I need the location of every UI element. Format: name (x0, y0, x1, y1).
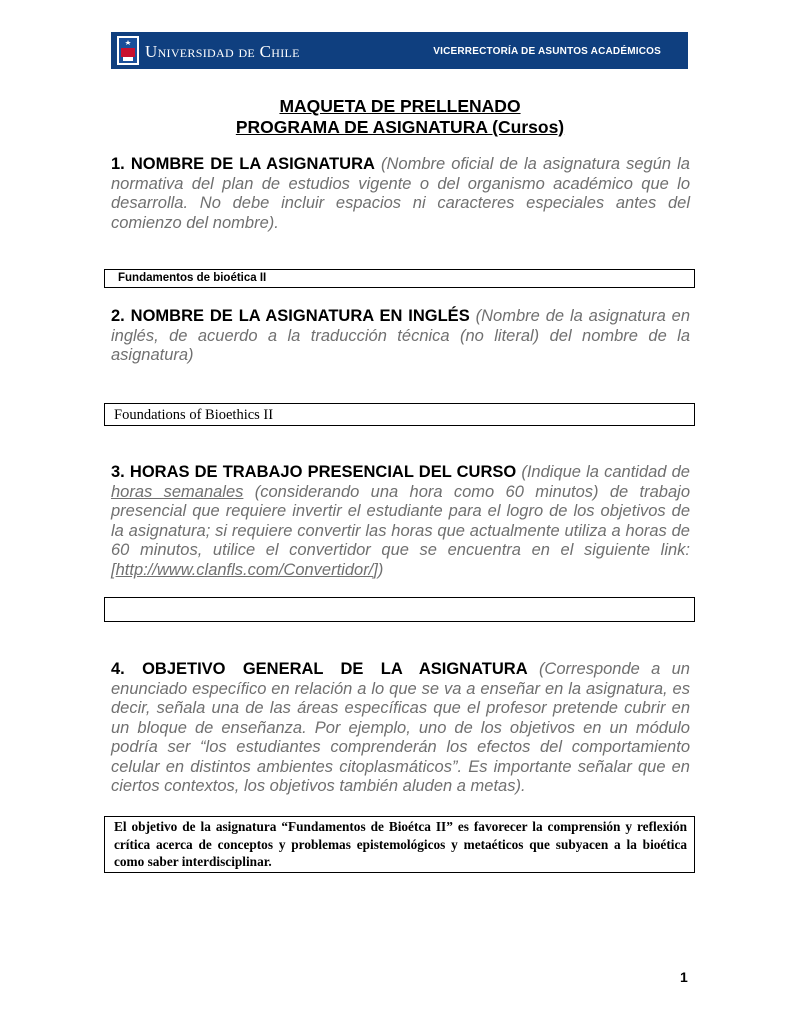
section-3-description-pre: (Indique la cantidad de (521, 463, 690, 481)
section-4-answer: El objetivo de la asignatura “Fundamentos de Bioétca II” es favorecer la comprensión y reflexión crítica acerca de conceptos y problemas epistemológicos y metaéticos que subyacen a la bioética como saber interdisciplinar. (114, 819, 687, 869)
page-number: 1 (680, 969, 688, 985)
section-3-answer (105, 598, 694, 601)
university-name: Universidad de Chile (145, 42, 300, 61)
section-1 (111, 155, 690, 233)
section-3 (111, 463, 690, 580)
section-1-heading: 1. NOMBRE DE LA ASIGNATURA (111, 155, 375, 173)
section-1-answer: Fundamentos de bioética II (118, 272, 267, 284)
section-1-description: (Nombre oficial de la asignatura según la normativa del plan de estudios vigente o del organismo académico que lo desarrolla. No debe incluir espacios ni caracteres especiales antes del comienzo del nombre). (111, 155, 690, 232)
section-3-heading: 3. HORAS DE TRABAJO PRESENCIAL DEL CURSO (111, 463, 517, 481)
section-2-answer-box[interactable] (104, 403, 695, 426)
section-3-answer-box[interactable] (104, 597, 695, 622)
section-4-description: (Corresponde a un enunciado específico en relación a lo que se va a enseñar en la asignatura, es decir, señala una de las áreas específicas que el profesor pretende cubrir en un bloque de enseñanza. Por ejemplo, uno de los objetivos en un módulo podría ser “los estudiantes comprenderán los efectos del comportamiento celular en distintos ambientes citoplasmáticos”. Es importante señalar que en ciertos contextos, los objetivos también aluden a metas). (111, 660, 690, 795)
section-2-description: (Nombre de la asignatura en inglés, de acuerdo a la traducción técnica (no literal) del nombre de la asignatura) (111, 307, 690, 364)
section-2-heading: 2. NOMBRE DE LA ASIGNATURA EN INGLÉS (111, 307, 470, 325)
office-name: VICERRECTORÍA DE ASUNTOS ACADÉMICOS (433, 46, 661, 57)
document-title-line1: MAQUETA DE PRELLENADO (279, 96, 521, 116)
section-4-answer-box[interactable] (104, 816, 695, 873)
section-3-description-underlined: horas semanales (111, 482, 244, 501)
section-3-description-post: (considerando una hora como 60 minutos) de trabajo presencial que requiere invertir el estudiante para el logro de los objetivos de la asignatura; si requiere convertir las horas que actualmente utiliza a horas de 60 minutos, utilice el convertidor que se encuentra en el siguiente link: [ (111, 482, 690, 579)
section-3-description-end: ]) (373, 560, 384, 579)
section-2 (111, 307, 690, 366)
section-4 (111, 660, 690, 797)
university-seal-icon (117, 36, 139, 65)
section-1-answer-box[interactable] (104, 269, 695, 288)
section-4-heading: 4. OBJETIVO GENERAL DE LA ASIGNATURA (111, 660, 528, 678)
document-title-line2: PROGRAMA DE ASIGNATURA (Cursos) (235, 117, 565, 137)
section-2-answer: Foundations of Bioethics II (114, 407, 274, 423)
convertidor-link[interactable]: http://www.clanfls.com/Convertidor/ (115, 560, 374, 579)
header-banner (111, 32, 688, 69)
